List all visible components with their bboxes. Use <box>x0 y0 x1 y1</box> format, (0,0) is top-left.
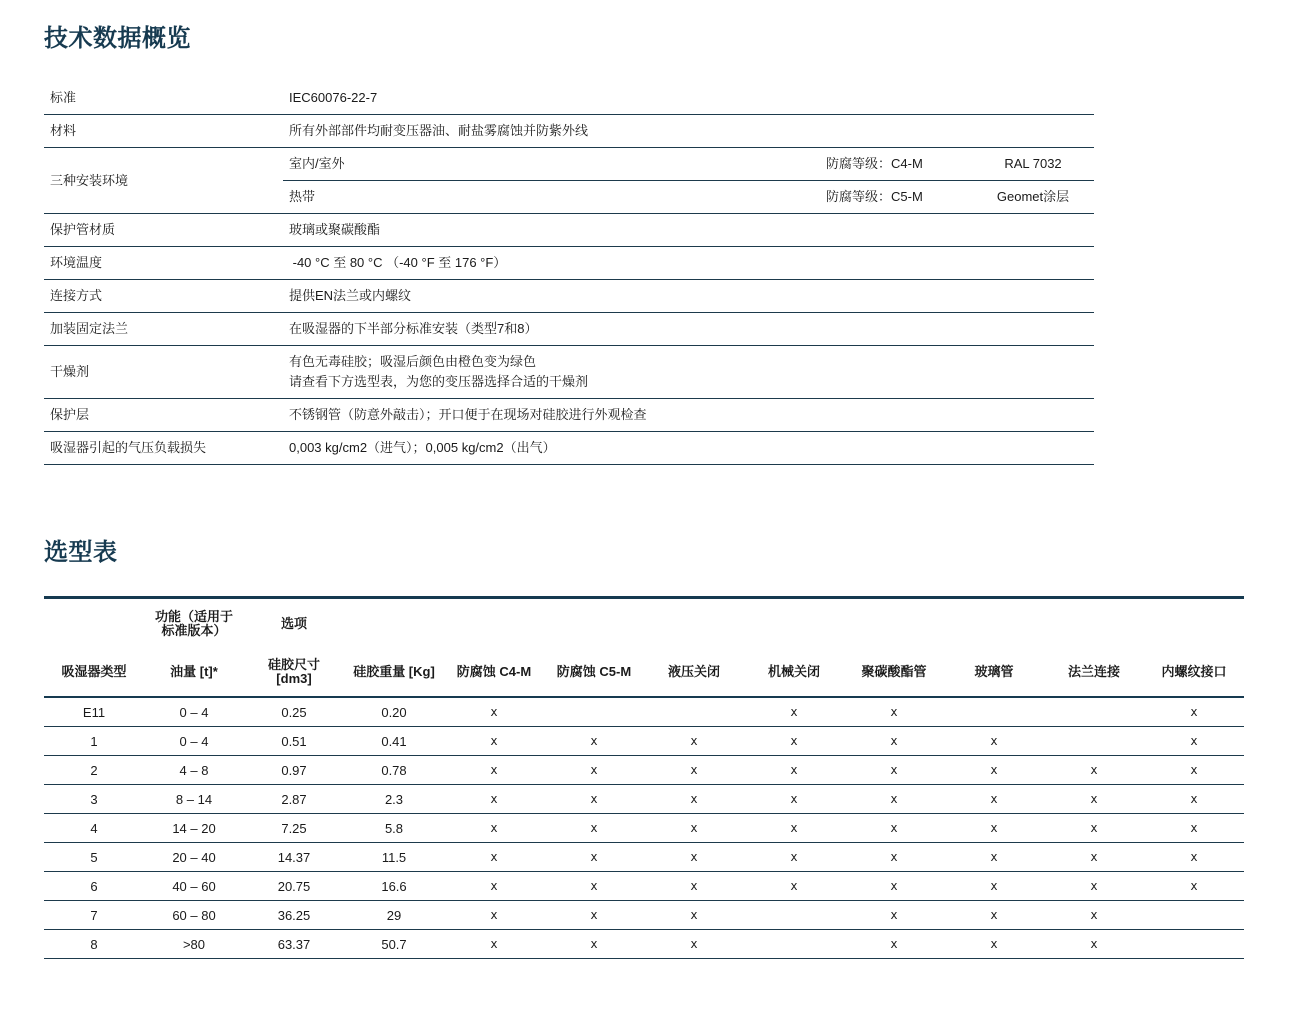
feature-mark: x <box>644 756 744 785</box>
value-line: 请查看下方选型表，为您的变压器选择合适的干燥剂 <box>289 374 589 389</box>
feature-mark: x <box>644 727 744 756</box>
feature-mark: x <box>444 756 544 785</box>
column-header-label: 玻璃管 <box>974 664 1014 679</box>
table-row <box>44 843 1244 872</box>
feature-mark: x <box>1044 930 1144 959</box>
feature-mark: x <box>444 843 544 872</box>
feature-mark: x <box>544 872 644 901</box>
feature-mark: x <box>944 872 1044 901</box>
row-value: IEC60076-22-7 <box>283 82 1094 115</box>
table-row <box>44 727 1244 756</box>
feature-mark: x <box>444 727 544 756</box>
table-row <box>44 313 1094 346</box>
feature-mark: x <box>444 872 544 901</box>
feature-mark: x <box>744 843 844 872</box>
feature-mark: x <box>1144 756 1244 785</box>
feature-mark: x <box>844 930 944 959</box>
feature-mark: x <box>444 814 544 843</box>
table-cell: 3 <box>44 785 144 814</box>
feature-mark: x <box>1144 697 1244 727</box>
table-row <box>44 432 1094 465</box>
feature-mark: x <box>1044 814 1144 843</box>
column-header <box>744 648 844 697</box>
column-header-row <box>44 648 1244 697</box>
feature-mark <box>1044 727 1144 756</box>
function-group-header <box>144 598 244 649</box>
row-label: 标准 <box>44 82 283 115</box>
row-value: 不锈钢管（防意外敲击）；开口便于在现场对硅胶进行外观检查 <box>283 399 1094 432</box>
row-label: 保护层 <box>44 399 283 432</box>
table-cell: 0.78 <box>344 756 444 785</box>
feature-mark: x <box>544 785 644 814</box>
table-cell: 0.51 <box>244 727 344 756</box>
column-header <box>444 648 544 697</box>
feature-mark: x <box>1044 901 1144 930</box>
feature-mark: x <box>644 814 744 843</box>
feature-mark: x <box>744 785 844 814</box>
column-header <box>244 648 344 697</box>
feature-mark <box>744 930 844 959</box>
column-header-label: 内螺纹接口 <box>1161 664 1227 679</box>
table-row <box>44 785 1244 814</box>
table-row <box>44 247 1094 280</box>
table-row <box>44 697 1244 727</box>
feature-mark: x <box>944 756 1044 785</box>
row-label: 干燥剂 <box>44 346 283 399</box>
feature-mark: x <box>444 785 544 814</box>
table-row <box>44 814 1244 843</box>
column-header <box>944 648 1044 697</box>
overview-title: 技术数据概览 <box>44 25 191 52</box>
table-cell: 14.37 <box>244 843 344 872</box>
feature-mark: x <box>944 843 1044 872</box>
table-cell: 14 – 20 <box>144 814 244 843</box>
feature-mark: x <box>744 727 844 756</box>
table-row <box>44 148 1094 181</box>
selection-table <box>44 596 1244 959</box>
feature-mark: x <box>444 930 544 959</box>
row-label: 加装固定法兰 <box>44 313 283 346</box>
column-header <box>44 648 144 697</box>
feature-mark: x <box>944 814 1044 843</box>
feature-mark: x <box>1144 727 1244 756</box>
row-value <box>283 346 1094 399</box>
options-group-header: 选项 <box>280 615 307 631</box>
row-value: 玻璃或聚碳酸酯 <box>283 214 1094 247</box>
table-cell: 7 <box>44 901 144 930</box>
table-row <box>44 930 1244 959</box>
feature-mark: x <box>944 785 1044 814</box>
column-header <box>1144 648 1244 697</box>
column-header-label: 聚碳酸酯管 <box>861 664 927 679</box>
feature-mark: x <box>644 872 744 901</box>
table-cell: 5 <box>44 843 144 872</box>
table-cell: 0 – 4 <box>144 697 244 727</box>
feature-mark: x <box>844 901 944 930</box>
table-cell: 0.25 <box>244 697 344 727</box>
row-label: 连接方式 <box>44 280 283 313</box>
function-group-label: 功能（适用于标准版本） <box>154 608 233 638</box>
row-value: 所有外部部件均耐变压器油、耐盐雾腐蚀并防紫外线 <box>283 115 1094 148</box>
column-header <box>1044 648 1144 697</box>
table-row <box>44 280 1094 313</box>
column-header-label: 防腐蚀 C5-M <box>556 664 632 679</box>
feature-mark: x <box>644 843 744 872</box>
empty-header <box>344 598 1244 649</box>
row-value: 0,003 kg/cm2（进气）；0,005 kg/cm2（出气） <box>283 432 1094 465</box>
column-header-label: 吸湿器类型 <box>61 664 127 679</box>
feature-mark: x <box>544 843 644 872</box>
column-header-label: 油量 [t]* <box>170 664 218 679</box>
column-header <box>844 648 944 697</box>
table-row <box>44 901 1244 930</box>
feature-mark: x <box>944 727 1044 756</box>
selection-title: 选型表 <box>44 539 118 566</box>
feature-mark: x <box>744 872 844 901</box>
feature-mark <box>644 697 744 727</box>
feature-mark: x <box>1044 756 1144 785</box>
feature-mark: x <box>844 785 944 814</box>
feature-mark: x <box>1044 843 1144 872</box>
column-header-label: 硅胶尺寸 <box>267 657 320 672</box>
column-header-label: 法兰连接 <box>1067 664 1120 679</box>
table-row <box>44 756 1244 785</box>
table-cell: 2 <box>44 756 144 785</box>
table-cell: 0.20 <box>344 697 444 727</box>
table-cell: 20 – 40 <box>144 843 244 872</box>
feature-mark <box>1144 901 1244 930</box>
table-cell: 6 <box>44 872 144 901</box>
table-cell: 16.6 <box>344 872 444 901</box>
feature-mark <box>744 901 844 930</box>
column-header-unit: [dm3] <box>276 671 312 686</box>
column-header-label: 硅胶重量 [Kg] <box>353 664 435 679</box>
table-cell: 1 <box>44 727 144 756</box>
feature-mark: x <box>844 697 944 727</box>
column-header-label: 机械关闭 <box>767 664 820 679</box>
feature-mark: x <box>644 785 744 814</box>
value-line: 有色无毒硅胶；吸湿后颜色由橙色变为绿色 <box>289 354 537 369</box>
table-row <box>44 872 1244 901</box>
feature-mark <box>944 697 1044 727</box>
row-label: 吸湿器引起的气压负载损失 <box>44 432 283 465</box>
tech-overview-table <box>44 82 1094 465</box>
feature-mark: x <box>644 930 744 959</box>
row-label: 环境温度 <box>44 247 283 280</box>
group-header-row <box>44 598 1244 649</box>
row-value: 提供EN法兰或内螺纹 <box>283 280 1094 313</box>
feature-mark: x <box>1144 785 1244 814</box>
finish: RAL 7032 <box>972 148 1094 181</box>
feature-mark: x <box>944 901 1044 930</box>
table-cell: 20.75 <box>244 872 344 901</box>
row-value: -40 °C 至 80 °C （-40 °F 至 176 °F） <box>283 247 1094 280</box>
feature-mark: x <box>844 872 944 901</box>
feature-mark: x <box>844 814 944 843</box>
table-cell: 8 – 14 <box>144 785 244 814</box>
column-header-label: 液压关闭 <box>667 664 720 679</box>
feature-mark: x <box>544 814 644 843</box>
table-cell: 4 – 8 <box>144 756 244 785</box>
table-row <box>44 399 1094 432</box>
row-label: 三种安装环境 <box>44 148 283 214</box>
selection-table-body <box>44 697 1244 959</box>
table-row <box>44 115 1094 148</box>
row-value: 在吸湿器的下半部分标准安装（类型7和8） <box>283 313 1094 346</box>
table-cell: 4 <box>44 814 144 843</box>
feature-mark: x <box>744 814 844 843</box>
environment-value: 室内/室外 <box>283 148 820 181</box>
column-header <box>144 648 244 697</box>
feature-mark: x <box>1044 785 1144 814</box>
table-cell: 63.37 <box>244 930 344 959</box>
empty-header <box>44 598 144 649</box>
finish: Geomet涂层 <box>972 181 1094 214</box>
feature-mark: x <box>744 756 844 785</box>
table-cell: 0.41 <box>344 727 444 756</box>
table-cell: 2.87 <box>244 785 344 814</box>
table-row <box>44 346 1094 399</box>
feature-mark: x <box>744 697 844 727</box>
table-row <box>44 214 1094 247</box>
feature-mark: x <box>544 901 644 930</box>
table-cell: 60 – 80 <box>144 901 244 930</box>
feature-mark: x <box>544 930 644 959</box>
feature-mark: x <box>444 901 544 930</box>
table-cell: 11.5 <box>344 843 444 872</box>
feature-mark <box>544 697 644 727</box>
table-cell: 0 – 4 <box>144 727 244 756</box>
feature-mark: x <box>944 930 1044 959</box>
environment-value: 热带 <box>283 181 820 214</box>
feature-mark: x <box>544 756 644 785</box>
column-header <box>644 648 744 697</box>
table-cell: 8 <box>44 930 144 959</box>
table-cell: 5.8 <box>344 814 444 843</box>
feature-mark <box>1044 697 1144 727</box>
table-cell: 0.97 <box>244 756 344 785</box>
table-cell: 29 <box>344 901 444 930</box>
column-header-label: 防腐蚀 C4-M <box>456 664 532 679</box>
row-label: 保护管材质 <box>44 214 283 247</box>
table-cell: 36.25 <box>244 901 344 930</box>
table-cell: >80 <box>144 930 244 959</box>
table-cell: E11 <box>44 697 144 727</box>
feature-mark: x <box>644 901 744 930</box>
corrosion-grade: 防腐等级：C4-M <box>820 148 972 181</box>
corrosion-grade: 防腐等级：C5-M <box>820 181 972 214</box>
column-header <box>344 648 444 697</box>
column-header <box>544 648 644 697</box>
feature-mark: x <box>844 843 944 872</box>
feature-mark: x <box>544 727 644 756</box>
table-cell: 50.7 <box>344 930 444 959</box>
feature-mark: x <box>844 727 944 756</box>
table-row <box>44 82 1094 115</box>
table-cell: 7.25 <box>244 814 344 843</box>
feature-mark: x <box>1144 843 1244 872</box>
table-cell: 2.3 <box>344 785 444 814</box>
table-cell: 40 – 60 <box>144 872 244 901</box>
feature-mark: x <box>1044 872 1144 901</box>
feature-mark: x <box>444 697 544 727</box>
feature-mark <box>1144 930 1244 959</box>
feature-mark: x <box>1144 814 1244 843</box>
feature-mark: x <box>1144 872 1244 901</box>
feature-mark: x <box>844 756 944 785</box>
row-label: 材料 <box>44 115 283 148</box>
